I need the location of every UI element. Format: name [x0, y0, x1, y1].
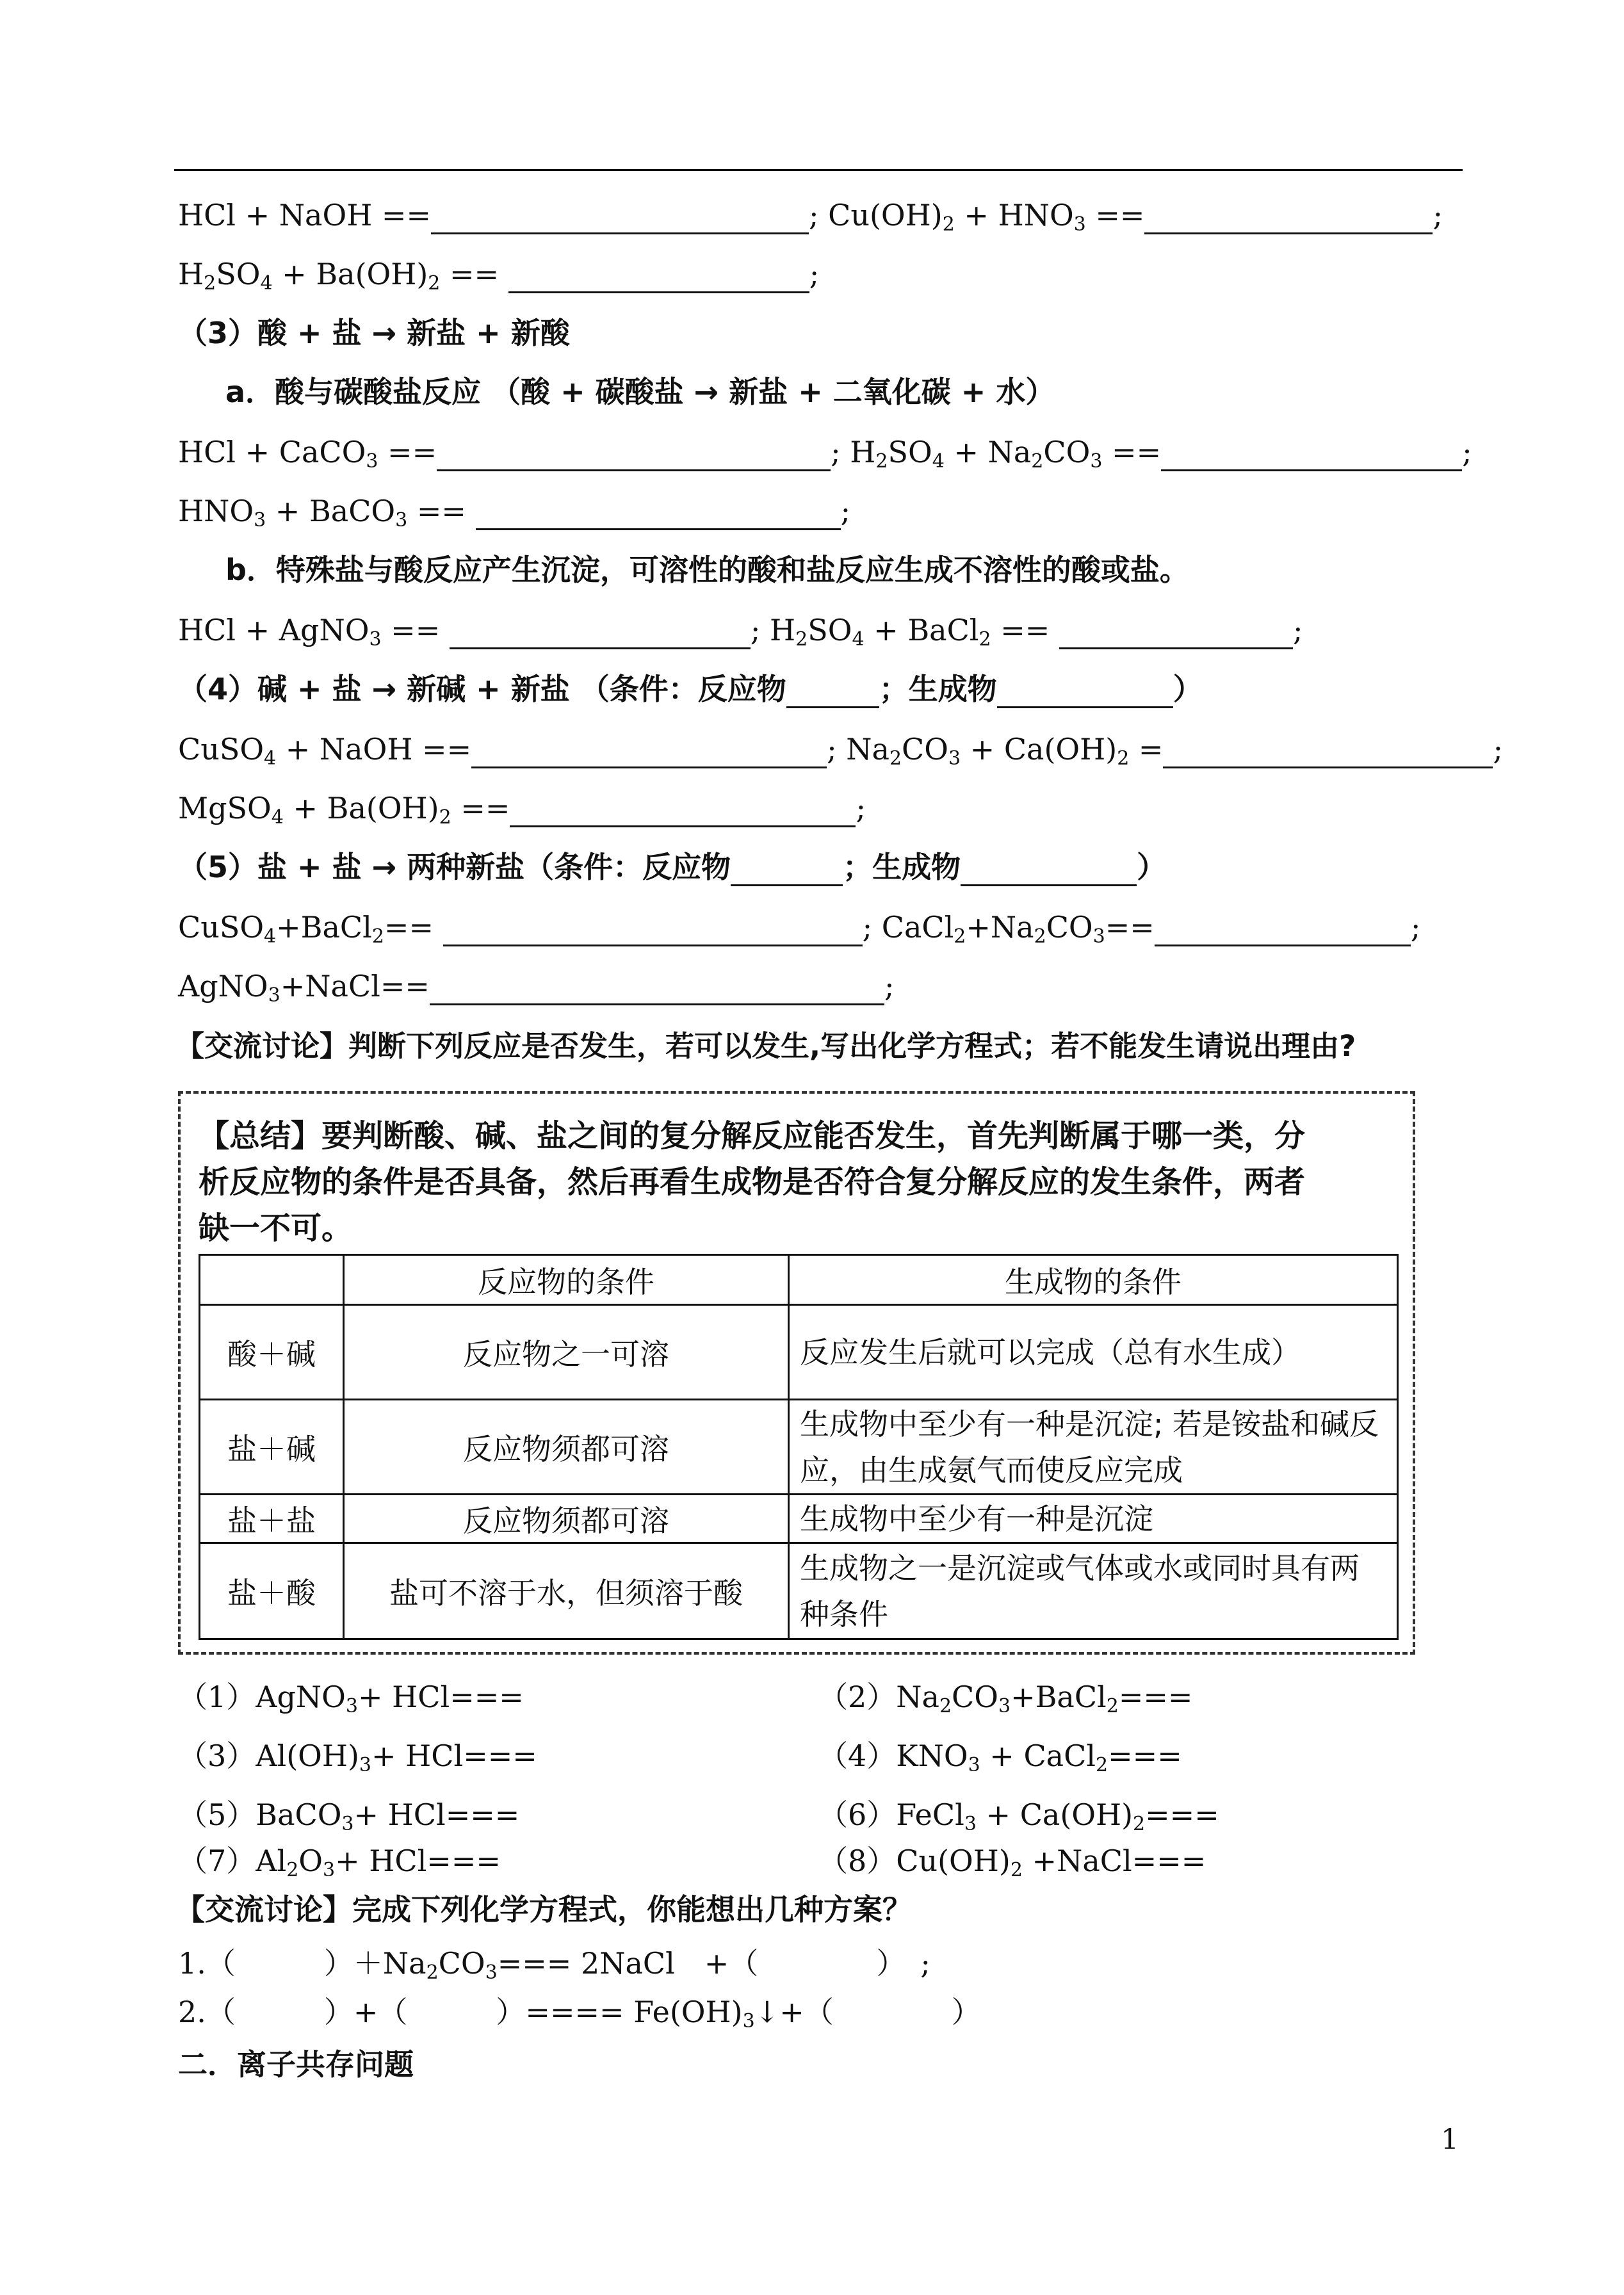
exercise-item — [178, 1796, 519, 1834]
equation-text: + Ca(OH) — [961, 732, 1117, 766]
table-cell: 反应物须都可溶 — [344, 1495, 789, 1543]
answer-blank[interactable] — [1144, 204, 1433, 234]
heading-text: ） — [1173, 672, 1203, 706]
table-row — [200, 1543, 1398, 1639]
exercise-text: +BaCl — [1011, 1680, 1107, 1714]
discussion-heading: 【交流讨论】判断下列反应是否发生，若可以发生,写出化学方程式；若不能发生请说出理由? — [175, 1029, 1356, 1063]
answer-blank[interactable] — [510, 797, 856, 827]
subscript: 2 — [875, 450, 888, 473]
summary-text: 【总结】要判断酸、碱、盐之间的复分解反应能否发生，首先判断属于哪一类，分 — [199, 1118, 1306, 1154]
table-header-row — [200, 1255, 1398, 1305]
subscript: 3 — [485, 1961, 498, 1984]
table-cell: 生成物之一是沉淀或气体或水或同时具有两种条件 — [789, 1543, 1398, 1639]
exercise-item — [818, 1842, 1206, 1880]
table-cell: 盐可不溶于水，但须溶于酸 — [344, 1543, 789, 1639]
equation-text: SO — [888, 435, 932, 469]
subscript: 3 — [998, 1695, 1011, 1717]
subscript: 3 — [964, 1813, 977, 1835]
subscript: 3 — [1092, 925, 1105, 948]
exercise-item — [818, 1796, 1219, 1834]
subscript: 3 — [323, 1859, 336, 1881]
table-cell: 盐＋碱 — [200, 1400, 344, 1495]
equation-text: + BaCO — [266, 494, 396, 528]
exercise-text: CO — [952, 1680, 998, 1714]
subscript: 2 — [426, 1961, 439, 1984]
condition-blank[interactable] — [961, 856, 1137, 886]
heading-text: ） — [1137, 850, 1167, 884]
equation-text: HNO — [178, 494, 254, 528]
condition-blank[interactable] — [786, 678, 879, 708]
exercise-item — [178, 1737, 537, 1775]
subscript: 2 — [371, 925, 384, 948]
subscript: 3 — [395, 509, 408, 531]
exercise-item — [178, 1842, 501, 1880]
equation-text: ; Cu(OH) — [809, 198, 943, 232]
table-cell: 盐＋酸 — [200, 1543, 344, 1639]
exercise-text: （3）Al(OH) — [178, 1739, 359, 1773]
subscript: 4 — [852, 628, 865, 651]
equation-text: +BaCl — [276, 910, 372, 945]
table-row — [200, 1495, 1398, 1543]
subscript: 3 — [341, 1813, 354, 1835]
exercise-text: ↓+（ ） — [754, 1995, 981, 2029]
subscript: 3 — [742, 2010, 755, 2032]
subscript: 2 — [439, 806, 451, 829]
summary-text: 析反应物的条件是否具备，然后再看生成物是否符合复分解反应的发生条件，两者 — [199, 1164, 1306, 1200]
table-cell: 反应物之一可溶 — [344, 1305, 789, 1400]
equation-text: + Ba(OH) — [272, 257, 428, 291]
exercise-text: + CaCl — [980, 1739, 1096, 1773]
equation-text: == — [451, 791, 510, 825]
answer-blank[interactable] — [476, 500, 841, 530]
subscript: 2 — [204, 272, 216, 295]
subscript: 3 — [254, 509, 266, 531]
section-heading — [178, 848, 1166, 886]
answer-blank[interactable] — [471, 738, 827, 768]
subscript: 3 — [369, 628, 382, 651]
subscript: 2 — [1106, 1695, 1119, 1717]
table-header-cell: 生成物的条件 — [789, 1255, 1398, 1305]
exercise-text: + Ca(OH) — [976, 1797, 1133, 1832]
equation-line — [178, 967, 894, 1005]
equation-text: MgSO — [178, 791, 272, 825]
table-cell: 生成物中至少有一种是沉淀 — [789, 1495, 1398, 1543]
section-heading: （3）酸 + 盐 → 新盐 + 新酸 — [178, 316, 570, 350]
equation-text: CO — [902, 732, 948, 766]
equation-text: ; — [1462, 435, 1472, 469]
answer-blank[interactable] — [1161, 441, 1462, 471]
table-cell: 反应物须都可溶 — [344, 1400, 789, 1495]
subscript: 2 — [1010, 1859, 1023, 1881]
exercise-text: CO — [438, 1946, 485, 1981]
equation-text: SO — [216, 257, 261, 291]
header-rule — [174, 169, 1463, 171]
equation-text: CuSO — [178, 910, 264, 945]
subscript: 3 — [948, 747, 961, 770]
equation-text: + BaCl — [864, 613, 979, 647]
equation-text: H — [178, 257, 204, 291]
table-header-cell: 反应物的条件 — [344, 1255, 789, 1305]
table-row — [200, 1305, 1398, 1400]
equation-text: HCl + CaCO — [178, 435, 366, 469]
subscript: 2 — [428, 272, 441, 295]
section-heading: 二．离子共存问题 — [178, 2047, 414, 2082]
exercise-item — [178, 1993, 981, 2031]
subscript: 2 — [1031, 450, 1044, 473]
subscript: 2 — [978, 628, 991, 651]
equation-text: == — [440, 257, 499, 291]
exercise-text: === 2NaCl +（ ） ; — [497, 1946, 930, 1981]
subscript: 3 — [268, 984, 280, 1007]
subscript: 4 — [932, 450, 945, 473]
answer-blank[interactable] — [431, 204, 809, 234]
section-subheading: b．特殊盐与酸反应产生沉淀，可溶性的酸和盐反应生成不溶性的酸或盐。 — [225, 553, 1189, 587]
subscript: 4 — [271, 806, 284, 829]
equation-text: ; H — [831, 435, 876, 469]
subscript: 3 — [1090, 450, 1103, 473]
subscript: 2 — [1133, 1813, 1146, 1835]
equation-text: ; — [884, 969, 895, 1003]
equation-text: == — [407, 494, 466, 528]
exercise-text: + HCl=== — [335, 1844, 501, 1878]
exercise-item — [818, 1737, 1182, 1775]
subscript: 2 — [954, 925, 966, 948]
equation-text: HCl + AgNO — [178, 613, 369, 647]
exercise-text: （6）FeCl — [818, 1797, 964, 1832]
subscript: 2 — [795, 628, 808, 651]
equation-line — [178, 433, 1472, 471]
equation-line — [178, 196, 1443, 234]
exercise-text: === — [1145, 1797, 1219, 1832]
equation-text: ; H — [750, 613, 796, 647]
answer-blank[interactable] — [1059, 619, 1293, 649]
discussion-heading — [175, 1890, 912, 1929]
page-number: 1 — [1441, 2123, 1459, 2156]
answer-blank[interactable] — [437, 441, 831, 471]
subscript: 2 — [942, 213, 955, 236]
subscript: 4 — [264, 747, 277, 770]
subscript: 2 — [1034, 925, 1046, 948]
heading-text: ；生成物 — [879, 672, 997, 706]
exercise-text: 2.（ ）+（ ）==== Fe(OH) — [178, 1995, 743, 2029]
subscript: 3 — [345, 1695, 358, 1717]
exercise-text: （2）Na — [818, 1680, 939, 1714]
answer-blank[interactable] — [450, 619, 751, 649]
exercise-text: （5）BaCO — [178, 1797, 342, 1832]
exercise-text: + HCl=== — [358, 1680, 524, 1714]
equation-text: == — [1105, 910, 1155, 945]
subscript: 4 — [264, 925, 277, 948]
summary-text: 缺一不可。 — [199, 1210, 353, 1246]
subscript: 2 — [1096, 1754, 1108, 1776]
summary-table — [199, 1254, 1399, 1640]
table-cell: 酸＋碱 — [200, 1305, 344, 1400]
exercise-text: === — [1108, 1739, 1182, 1773]
equation-text: CO — [1043, 435, 1091, 469]
discussion-title: 【交流讨论】完成下列化学方程式，你能想出几种方案？ — [175, 1892, 912, 1927]
exercise-text: 1.（ ）＋Na — [178, 1946, 426, 1981]
equation-line — [178, 492, 850, 530]
exercise-text: O — [298, 1844, 323, 1878]
equation-text: ; Na — [827, 732, 889, 766]
answer-blank[interactable] — [1155, 916, 1411, 946]
equation-text: CO — [1046, 910, 1093, 945]
equation-text: ; — [1292, 613, 1303, 647]
exercise-text: + HCl=== — [371, 1739, 537, 1773]
subscript: 2 — [939, 1695, 952, 1717]
equation-text: ; — [1410, 910, 1421, 945]
answer-blank[interactable] — [443, 916, 863, 946]
equation-line — [178, 611, 1303, 649]
equation-text: ; — [809, 257, 820, 291]
exercise-text: +NaCl=== — [1022, 1844, 1206, 1878]
exercise-item — [178, 1944, 930, 1983]
condition-blank[interactable] — [731, 856, 843, 886]
subscript: 2 — [286, 1859, 299, 1881]
exercise-text: （1）AgNO — [178, 1680, 346, 1714]
answer-blank[interactable] — [508, 263, 809, 293]
exercise-text: （4）KNO — [818, 1739, 968, 1773]
exercise-text: === — [1118, 1680, 1193, 1714]
equation-text: SO — [808, 613, 852, 647]
heading-text: （5）盐 + 盐 → 两种新盐（条件：反应物 — [178, 850, 731, 884]
equation-line — [178, 730, 1503, 768]
table-header-cell — [200, 1255, 344, 1305]
equation-line — [178, 908, 1420, 946]
equation-text: + Na — [944, 435, 1032, 469]
equation-text: ; — [1433, 198, 1443, 232]
section-subheading: a．酸与碳酸盐反应 （酸 + 碳酸盐 → 新盐 + 二氧化碳 + 水） — [225, 375, 1055, 409]
equation-text: + HNO — [954, 198, 1074, 232]
equation-text: ; — [856, 791, 866, 825]
exercise-text: + HCl=== — [353, 1797, 520, 1832]
equation-text: == — [1102, 435, 1162, 469]
equation-text: ; CaCl — [862, 910, 954, 945]
equation-text: AgNO — [178, 969, 268, 1003]
equation-line — [178, 789, 866, 827]
equation-text: == — [378, 435, 437, 469]
answer-blank[interactable] — [430, 975, 884, 1005]
exercise-item — [818, 1678, 1192, 1716]
equation-text: = — [1129, 732, 1164, 766]
exercise-item — [178, 1678, 524, 1716]
section-heading — [178, 670, 1203, 708]
heading-text: ；生成物 — [843, 850, 961, 884]
exercise-text: （7）Al — [178, 1844, 287, 1878]
equation-text: == — [384, 910, 434, 945]
subscript: 2 — [1117, 747, 1130, 770]
subscript: 3 — [366, 450, 378, 473]
equation-text: ; — [1493, 732, 1503, 766]
table-cell: 盐＋盐 — [200, 1495, 344, 1543]
subscript: 3 — [1073, 213, 1086, 236]
equation-text: + NaOH == — [276, 732, 472, 766]
table-row — [200, 1400, 1398, 1495]
equation-text: HCl + NaOH == — [178, 198, 432, 232]
subscript: 4 — [260, 272, 273, 295]
table-cell: 生成物中至少有一种是沉淀; 若是铵盐和碱反应，由生成氨气而使反应完成 — [789, 1400, 1398, 1495]
equation-text: +Na — [966, 910, 1034, 945]
subscript: 2 — [889, 747, 902, 770]
table-cell: 反应发生后就可以完成（总有水生成） — [789, 1305, 1398, 1400]
answer-blank[interactable] — [1163, 738, 1493, 768]
condition-blank[interactable] — [997, 678, 1173, 708]
equation-text: + Ba(OH) — [283, 791, 439, 825]
equation-line — [178, 255, 819, 293]
equation-text: CuSO — [178, 732, 264, 766]
equation-text: == — [1085, 198, 1145, 232]
equation-text: == — [381, 613, 441, 647]
equation-text: +NaCl== — [280, 969, 430, 1003]
subscript: 3 — [359, 1754, 372, 1776]
exercise-text: （8）Cu(OH) — [818, 1844, 1011, 1878]
heading-text: （4）碱 + 盐 → 新碱 + 新盐 （条件：反应物 — [178, 672, 786, 706]
subscript: 3 — [968, 1754, 980, 1776]
equation-text: == — [991, 613, 1050, 647]
equation-text: ; — [840, 494, 851, 528]
